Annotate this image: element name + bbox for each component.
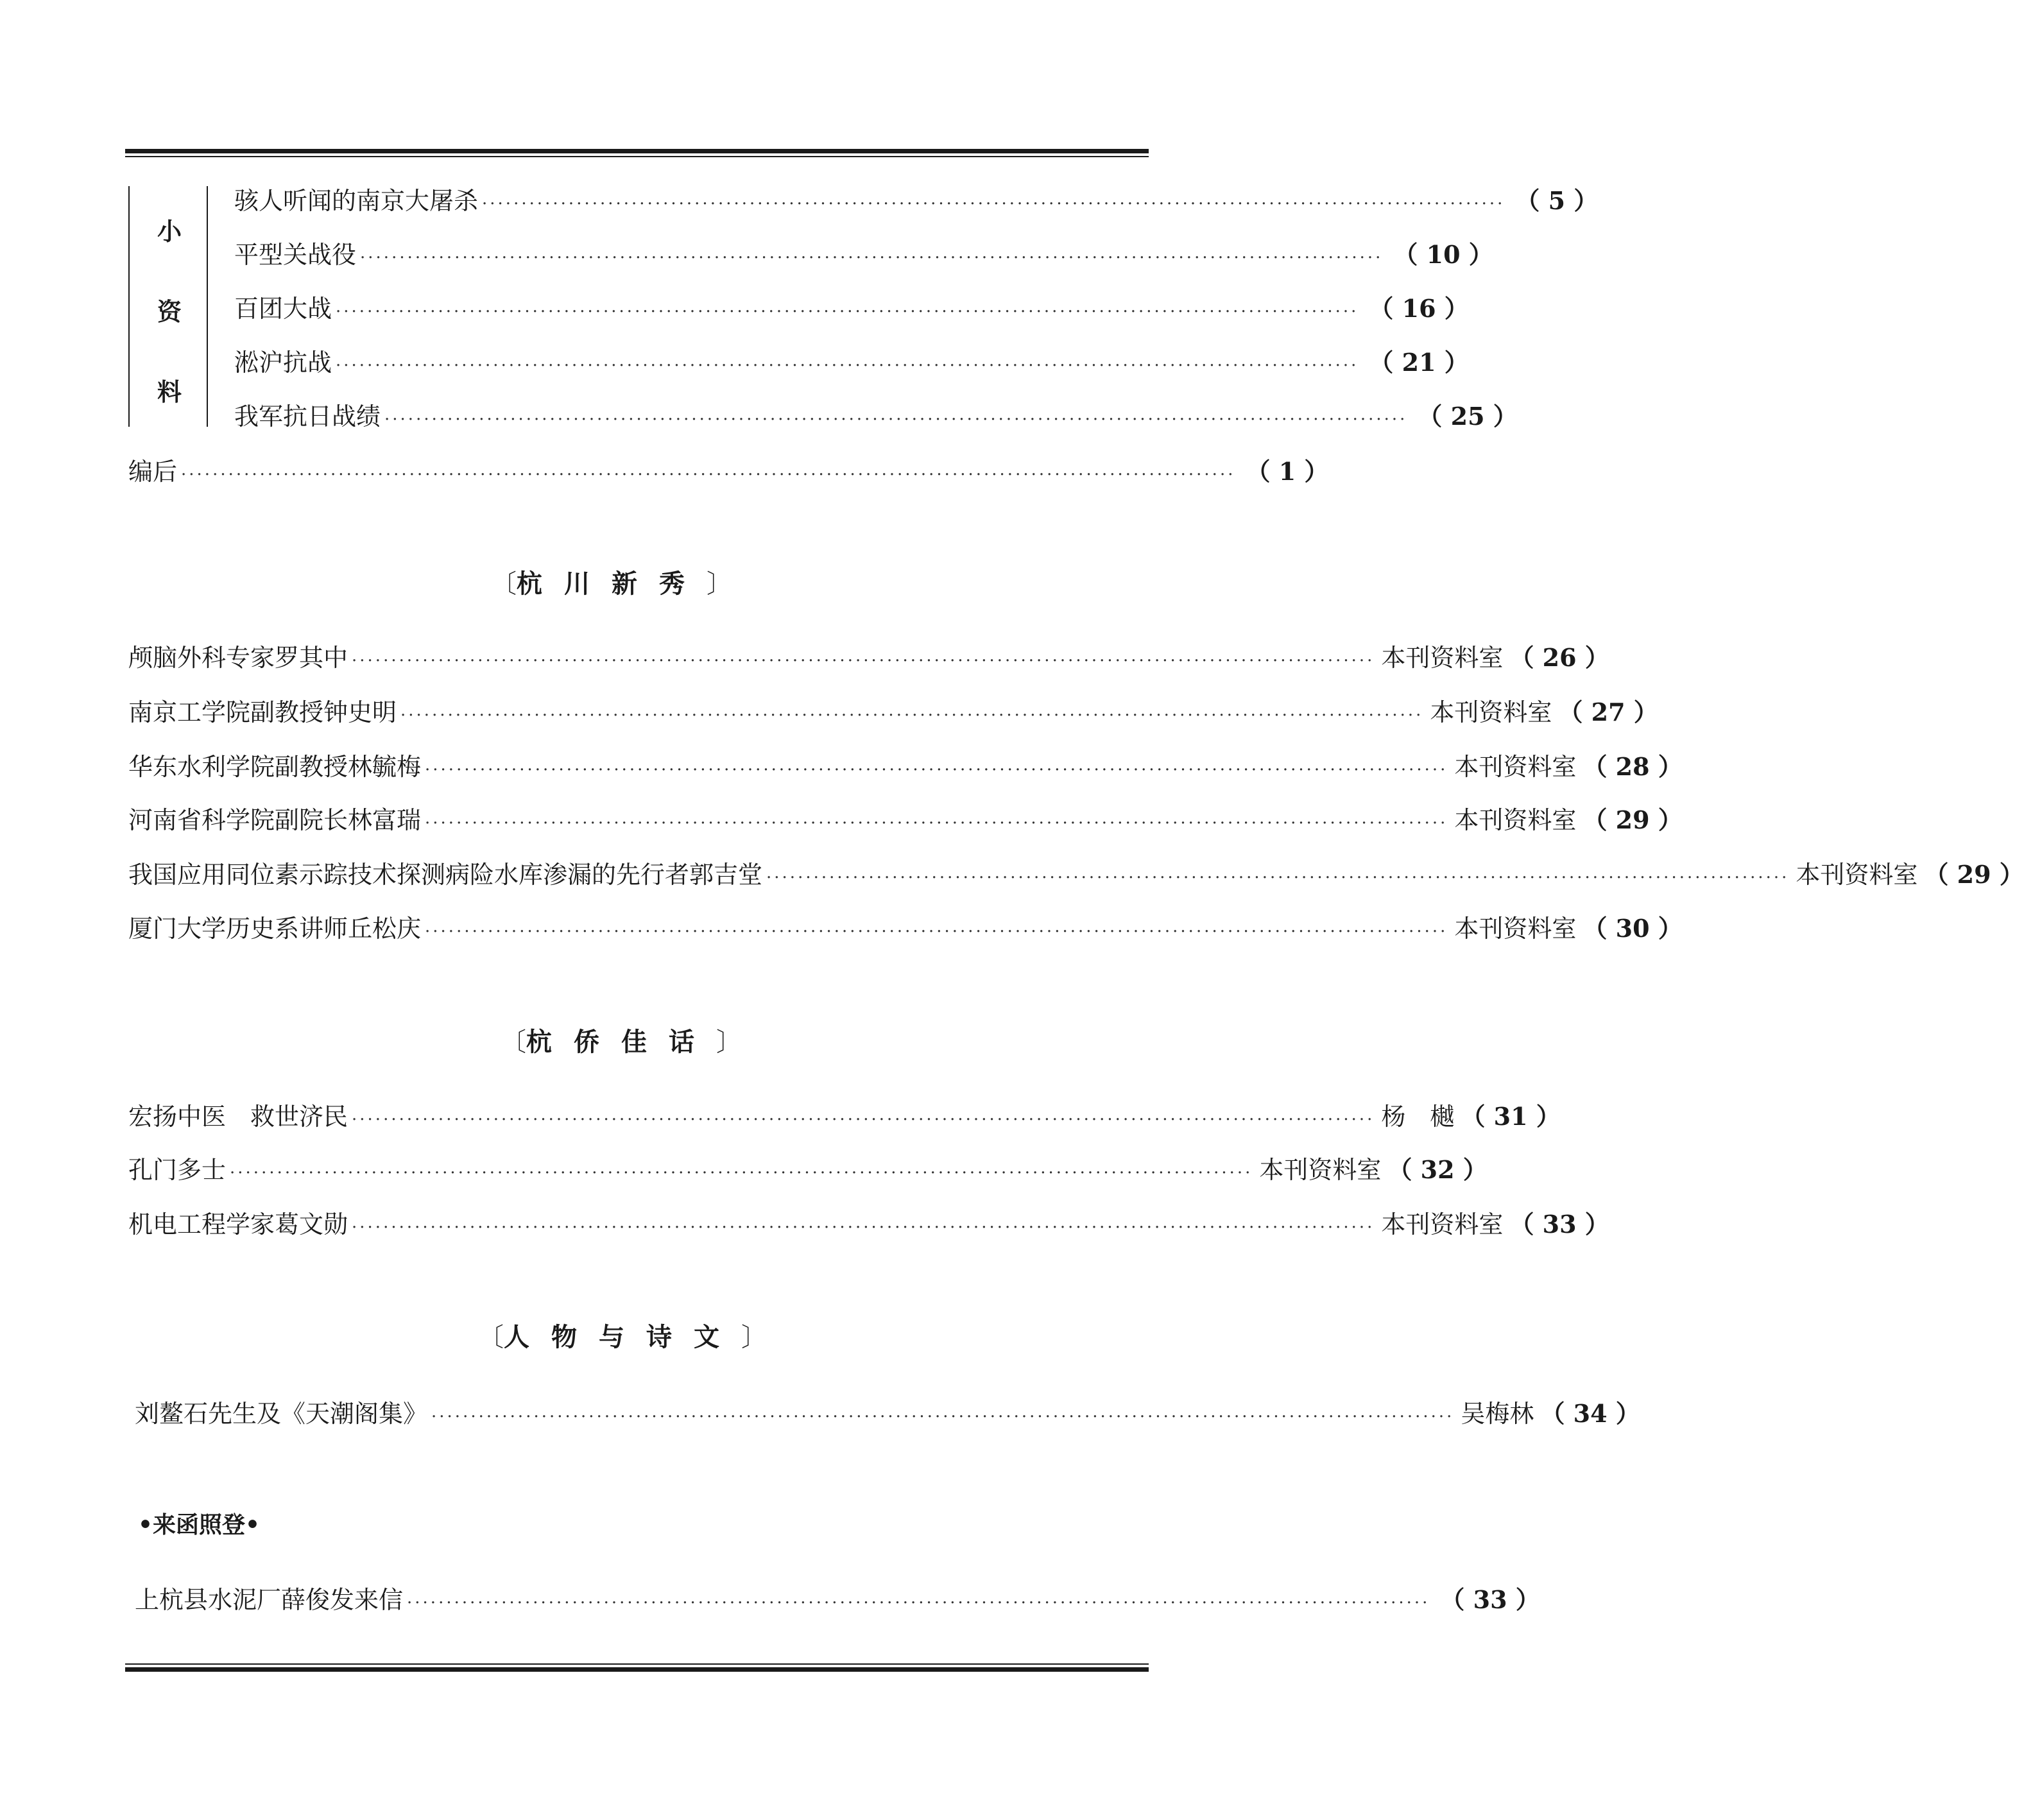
entry-author: 本刊资料室: [1259, 1156, 1382, 1184]
sidebar-char: 小: [157, 217, 182, 246]
dot-leader: ··································································································································: [407, 1593, 1430, 1613]
toc-entry: [128, 913, 1683, 948]
toc-entry: [135, 1398, 1640, 1433]
entry-title: 南京工学院副教授钟史明: [128, 698, 397, 726]
entry-page: （ 29 ）: [1582, 805, 1683, 834]
dot-leader: ··································································································································: [352, 1110, 1375, 1129]
entry-title: 华东水利学院副教授林毓梅: [128, 753, 422, 781]
entry-author: 本刊资料室: [1796, 861, 1918, 889]
dot-leader: ··································································································································: [766, 868, 1790, 888]
entry-page: （ 28 ）: [1582, 752, 1683, 781]
sidebar-char: 料: [157, 377, 182, 406]
section-heading: 〔杭侨佳话〕: [501, 1027, 742, 1057]
entry-title: 上杭县水泥厂薛俊发来信: [135, 1586, 404, 1614]
dot-leader: ··································································································································: [431, 1407, 1455, 1427]
entry-title: 我国应用同位素示踪技术探测病险水库渗漏的先行者郭吉堂: [128, 861, 763, 889]
dot-leader: ··································································································································: [230, 1163, 1253, 1183]
section-heading-text: 杭侨佳话: [526, 1027, 716, 1057]
entry-author: 吴梅林: [1461, 1400, 1534, 1428]
toc-entry: [135, 1584, 1540, 1619]
toc-entry: [234, 400, 1518, 436]
entry-page: （ 33 ）: [1440, 1585, 1540, 1614]
toc-entry: [128, 1154, 1488, 1189]
dot-leader: ··································································································································: [400, 706, 1424, 725]
toc-entry: [128, 804, 1683, 839]
toc-entry: [234, 347, 1469, 382]
toc-entry: [234, 293, 1469, 328]
dot-leader: ··································································································································: [425, 760, 1448, 780]
entry-title: 骇人听闻的南京大屠杀: [234, 187, 479, 215]
toc-entry: [128, 859, 2024, 894]
dot-leader: ··································································································································: [425, 922, 1448, 941]
entry-page: （ 29 ）: [1924, 860, 2024, 889]
entry-title: 淞沪抗战: [234, 348, 332, 377]
entry-title: 河南省科学院副院长林富瑞: [128, 806, 422, 834]
toc-entry: [128, 1101, 1561, 1136]
entry-page: （ 25 ）: [1418, 402, 1518, 431]
entry-author: 杨 樾: [1381, 1103, 1455, 1131]
entry-page: （ 27 ）: [1558, 698, 1658, 726]
toc-entry: [128, 696, 1658, 732]
dot-leader: ··································································································································: [482, 194, 1505, 214]
dot-leader: ··································································································································: [336, 356, 1359, 375]
entry-title: 机电工程学家葛文勋: [128, 1210, 348, 1239]
sidebar-char: 资: [157, 297, 182, 326]
entry-page: （ 34 ）: [1540, 1399, 1640, 1428]
entry-author: 本刊资料室: [1454, 914, 1577, 943]
entry-page: （ 31 ）: [1461, 1102, 1561, 1131]
entry-author: 本刊资料室: [1430, 698, 1552, 726]
toc-entry: [128, 1208, 1609, 1244]
dot-leader: ··································································································································: [336, 302, 1359, 322]
entry-title: 颅脑外科专家罗其中: [128, 644, 348, 672]
toc-entry-editor-note: [128, 456, 1329, 491]
entry-page: （ 21 ）: [1369, 348, 1469, 377]
section-heading: 〔人物与诗文〕: [478, 1322, 767, 1352]
dot-leader: ··································································································································: [425, 814, 1448, 833]
toc-entry: [128, 751, 1683, 786]
entry-title: 孔门多士: [128, 1156, 227, 1184]
entry-title: 百团大战: [234, 295, 332, 323]
entry-page: （ 30 ）: [1582, 914, 1683, 943]
dot-leader: ··································································································································: [352, 651, 1375, 671]
entry-author: 本刊资料室: [1381, 644, 1504, 672]
entry-title: 编后: [128, 458, 178, 486]
section-heading-text: 杭川新秀: [517, 569, 707, 599]
notice-heading: •来函照登•: [138, 1511, 261, 1538]
entry-page: （ 10 ）: [1393, 240, 1493, 269]
entry-title: 宏扬中医 救世济民: [128, 1103, 348, 1131]
entry-title: 平型关战役: [234, 241, 357, 269]
dot-leader: ··································································································································: [360, 248, 1384, 268]
entry-title: 刘鳌石先生及《天潮阁集》: [135, 1400, 428, 1428]
bottom-double-rule: [125, 1663, 1149, 1672]
entry-page: （ 16 ）: [1369, 294, 1469, 323]
entry-author: 本刊资料室: [1454, 753, 1577, 781]
entry-page: （ 1 ）: [1246, 457, 1329, 486]
dot-leader: ··································································································································: [352, 1218, 1375, 1237]
entry-author: 本刊资料室: [1454, 806, 1577, 834]
entry-page: （ 32 ）: [1387, 1155, 1488, 1184]
toc-entry: [234, 185, 1599, 220]
entry-author: 本刊资料室: [1381, 1210, 1504, 1239]
section-heading-text: 人物与诗文: [504, 1322, 741, 1352]
entry-title: 我军抗日战绩: [234, 402, 381, 431]
section-heading: 〔杭川新秀〕: [491, 569, 732, 599]
toc-entry: [234, 239, 1493, 274]
entry-page: （ 33 ）: [1509, 1210, 1609, 1239]
dot-leader: ······································································································································: [181, 465, 1236, 485]
entry-title: 厦门大学历史系讲师丘松庆: [128, 914, 422, 943]
entry-page: （ 26 ）: [1509, 643, 1609, 672]
dot-leader: ··································································································································: [384, 410, 1408, 429]
entry-page: （ 5 ）: [1515, 186, 1599, 215]
toc-entry: [128, 642, 1609, 677]
top-double-rule: [125, 149, 1149, 157]
